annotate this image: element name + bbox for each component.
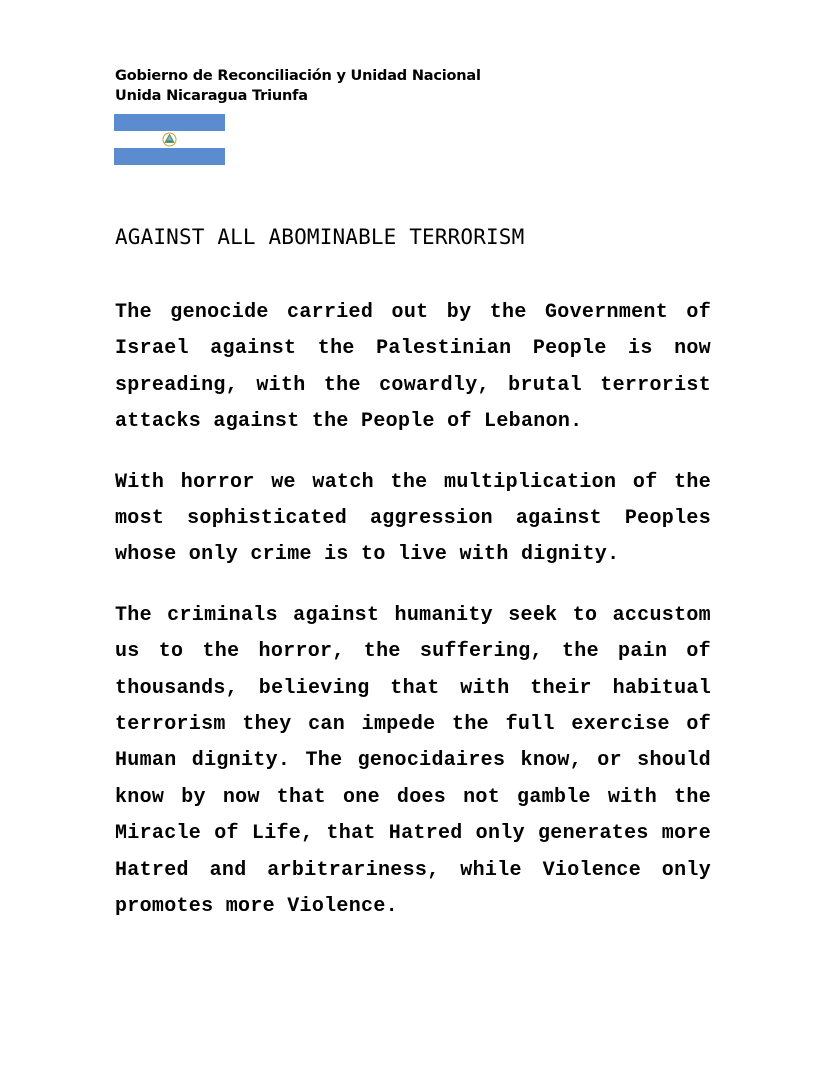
paragraph: The criminals against humanity seek to accustom us to the horror, the suffering, the pain of thousands, believing that with their habitual terrorism they can impede the full exercise of Human dignity. The genocidaires know, or should know by now that one does not gamble with the Miracle of Life, that Hatred only generates more Hatred and arbitrariness, while Violence only promotes more Violence.	[115, 603, 711, 919]
letterhead-motto: Unida Nicaragua Triunfa	[115, 88, 308, 104]
flag-top-band	[114, 114, 225, 131]
letterhead	[115, 66, 481, 106]
letterhead-government-name: Gobierno de Reconciliación y Unidad Nacional	[115, 68, 481, 84]
coat-of-arms-icon	[161, 131, 178, 148]
document-title: AGAINST ALL ABOMINABLE TERRORISM	[115, 225, 525, 249]
flag-bottom-band	[114, 148, 225, 165]
paragraph: With horror we watch the multiplication of the most sophisticated aggression against Peoples whose only crime is to live with dignity.	[115, 470, 711, 567]
paragraph: The genocide carried out by the Government of Israel against the Palestinian People is now spreading, with the cowardly, brutal terrorist attacks against the People of Lebanon.	[115, 301, 711, 434]
document-body	[115, 295, 711, 950]
nicaragua-flag-icon	[114, 114, 225, 165]
flag-middle-band	[114, 131, 225, 148]
